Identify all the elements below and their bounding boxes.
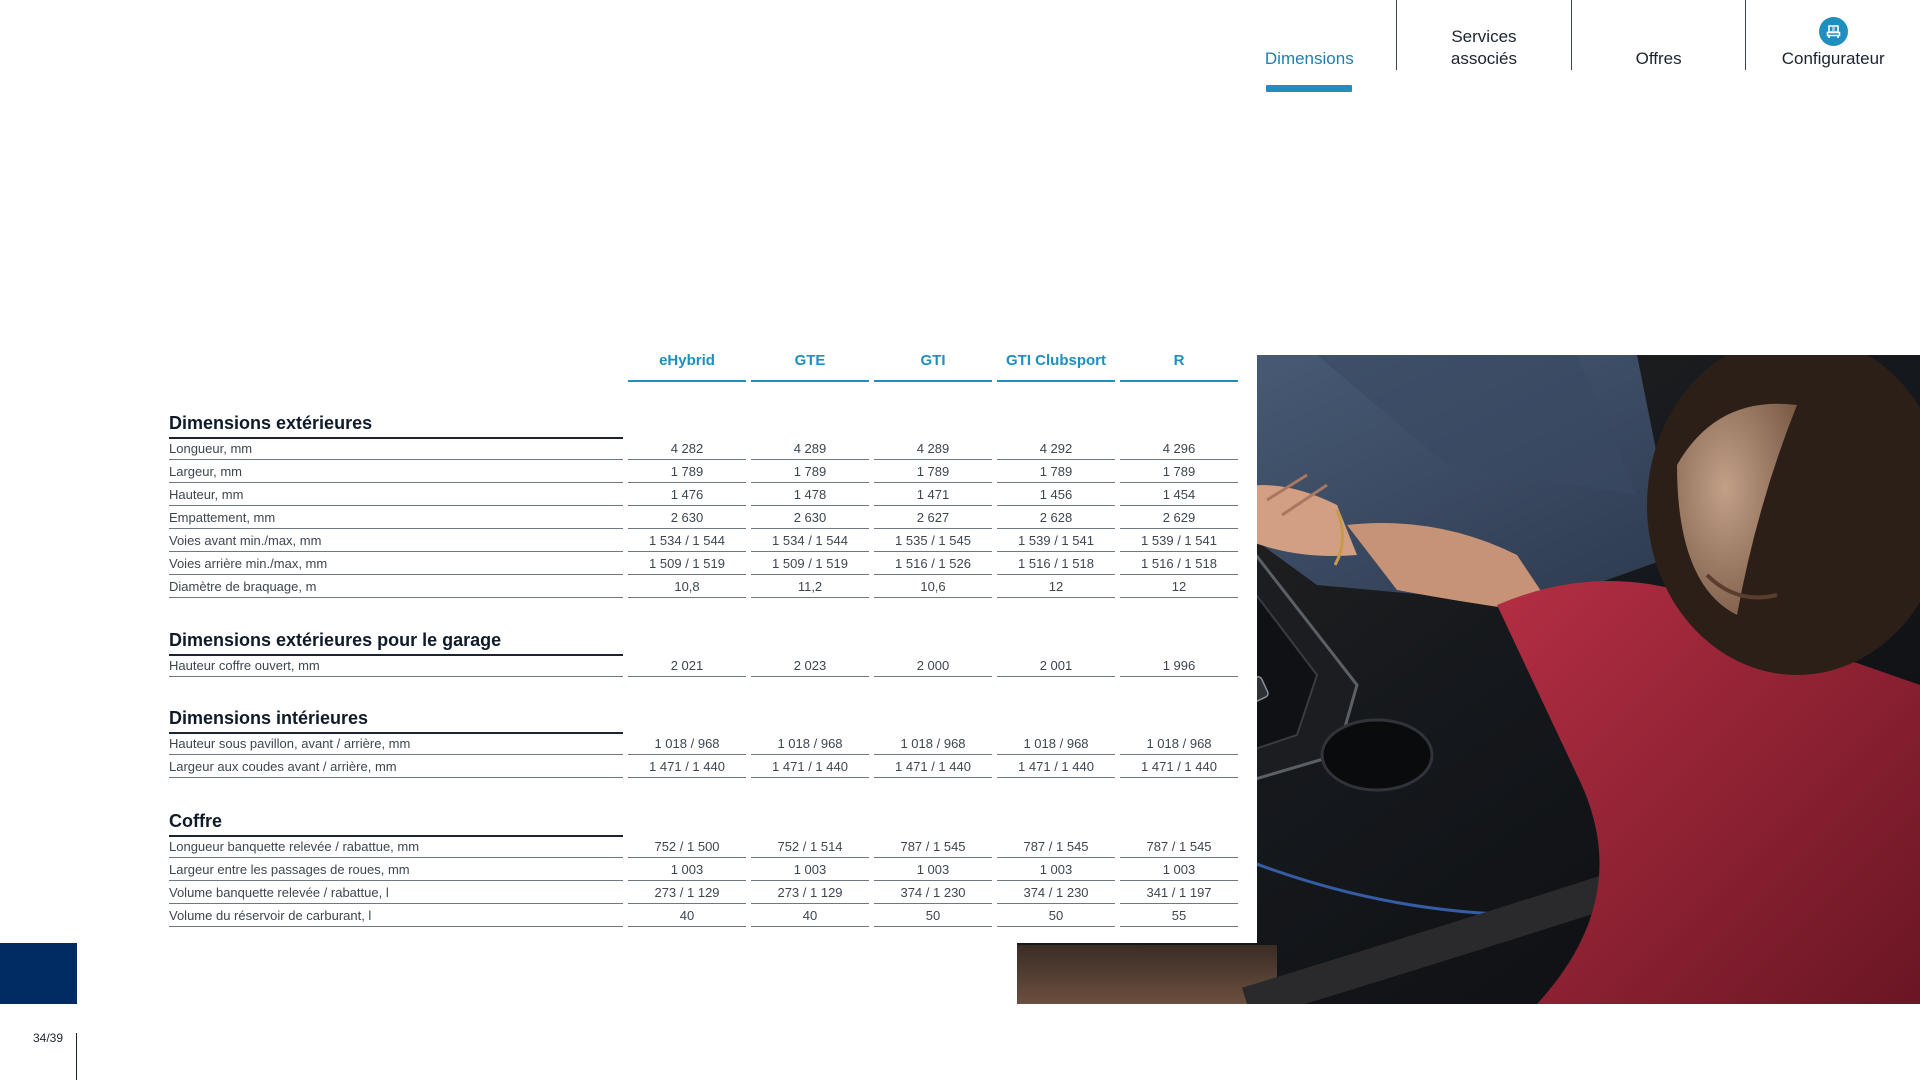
nav-label: associés xyxy=(1450,49,1518,68)
cell-value: 341 / 1 197 xyxy=(1120,882,1238,904)
nav-item-configurateur[interactable] xyxy=(1745,0,1920,70)
table-row xyxy=(169,859,1241,882)
cell-value: 787 / 1 545 xyxy=(874,836,992,858)
table-row xyxy=(169,882,1241,905)
cell-value: 1 018 / 968 xyxy=(874,733,992,755)
section-title-interior: Dimensions intérieures xyxy=(169,707,623,734)
cell-value: 1 789 xyxy=(874,461,992,483)
row-label: Volume du réservoir de carburant, l xyxy=(169,905,623,927)
cell-value: 273 / 1 129 xyxy=(628,882,746,904)
cell-value: 2 000 xyxy=(874,655,992,677)
table-row xyxy=(169,576,1241,599)
row-label: Empattement, mm xyxy=(169,507,623,529)
cell-value: 4 289 xyxy=(874,438,992,460)
cell-value: 1 789 xyxy=(1120,461,1238,483)
table-row xyxy=(169,507,1241,530)
cell-value: 752 / 1 514 xyxy=(751,836,869,858)
cell-value: 2 001 xyxy=(997,655,1115,677)
cell-value: 1 789 xyxy=(997,461,1115,483)
table-row xyxy=(169,438,1241,461)
nav-item-services-associes[interactable] xyxy=(1396,0,1571,70)
table-row xyxy=(169,655,1241,678)
cell-value: 1 789 xyxy=(628,461,746,483)
cell-value: 374 / 1 230 xyxy=(997,882,1115,904)
column-header-ehybrid: eHybrid xyxy=(628,350,746,382)
cell-value: 40 xyxy=(751,905,869,927)
cell-value: 1 516 / 1 518 xyxy=(997,553,1115,575)
cell-value: 752 / 1 500 xyxy=(628,836,746,858)
cell-value: 2 630 xyxy=(628,507,746,529)
table-row xyxy=(169,553,1241,576)
cell-value: 11,2 xyxy=(751,576,869,598)
cell-value: 374 / 1 230 xyxy=(874,882,992,904)
cell-value: 1 476 xyxy=(628,484,746,506)
cell-value: 2 023 xyxy=(751,655,869,677)
cell-value: 12 xyxy=(1120,576,1238,598)
row-label: Diamètre de braquage, m xyxy=(169,576,623,598)
section-title-garage: Dimensions extérieures pour le garage xyxy=(169,629,623,656)
row-label: Volume banquette relevée / rabattue, l xyxy=(169,882,623,904)
section-title-coffre: Coffre xyxy=(169,810,623,837)
row-label: Largeur, mm xyxy=(169,461,623,483)
cell-value: 1 471 / 1 440 xyxy=(997,756,1115,778)
cell-value: 1 003 xyxy=(1120,859,1238,881)
cell-value: 787 / 1 545 xyxy=(997,836,1115,858)
cell-value: 1 471 / 1 440 xyxy=(1120,756,1238,778)
cell-value: 1 509 / 1 519 xyxy=(628,553,746,575)
row-label: Hauteur sous pavillon, avant / arrière, mm xyxy=(169,733,623,755)
cell-value: 1 789 xyxy=(751,461,869,483)
cell-value: 50 xyxy=(997,905,1115,927)
cell-value: 1 509 / 1 519 xyxy=(751,553,869,575)
cell-value: 1 539 / 1 541 xyxy=(997,530,1115,552)
cell-value: 1 471 xyxy=(874,484,992,506)
cell-value: 1 539 / 1 541 xyxy=(1120,530,1238,552)
table-row xyxy=(169,530,1241,553)
cell-value: 1 996 xyxy=(1120,655,1238,677)
cell-value: 1 471 / 1 440 xyxy=(751,756,869,778)
cell-value: 1 018 / 968 xyxy=(628,733,746,755)
table-row xyxy=(169,756,1241,779)
row-label: Voies avant min./max, mm xyxy=(169,530,623,552)
cell-value: 1 018 / 968 xyxy=(1120,733,1238,755)
table-row xyxy=(169,905,1241,928)
nav-label: Services xyxy=(1451,27,1517,46)
nav-item-offres[interactable] xyxy=(1571,0,1746,70)
cell-value: 4 282 xyxy=(628,438,746,460)
cell-value: 1 516 / 1 526 xyxy=(874,553,992,575)
page-number-divider xyxy=(76,1033,77,1080)
section-title-exterior: Dimensions extérieures xyxy=(169,412,623,439)
nav-label: Dimensions xyxy=(1264,49,1354,68)
cell-value: 1 018 / 968 xyxy=(997,733,1115,755)
cell-value: 10,6 xyxy=(874,576,992,598)
cell-value: 1 003 xyxy=(874,859,992,881)
nav-label: Configurateur xyxy=(1781,49,1885,68)
cell-value: 4 292 xyxy=(997,438,1115,460)
cell-value: 1 003 xyxy=(997,859,1115,881)
cell-value: 1 456 xyxy=(997,484,1115,506)
cell-value: 1 534 / 1 544 xyxy=(628,530,746,552)
cell-value: 2 627 xyxy=(874,507,992,529)
cell-value: 787 / 1 545 xyxy=(1120,836,1238,858)
cell-value: 50 xyxy=(874,905,992,927)
cell-value: 1 534 / 1 544 xyxy=(751,530,869,552)
column-header-r: R xyxy=(1120,350,1238,382)
cell-value: 2 629 xyxy=(1120,507,1238,529)
cell-value: 4 296 xyxy=(1120,438,1238,460)
column-header-gti: GTI xyxy=(874,350,992,382)
column-header-gte: GTE xyxy=(751,350,869,382)
table-row xyxy=(169,461,1241,484)
cell-value: 55 xyxy=(1120,905,1238,927)
table-row xyxy=(169,836,1241,859)
column-header-gti-clubsport: GTI Clubsport xyxy=(997,350,1115,382)
cell-value: 4 289 xyxy=(751,438,869,460)
row-label: Hauteur, mm xyxy=(169,484,623,506)
row-label: Voies arrière min./max, mm xyxy=(169,553,623,575)
cell-value: 273 / 1 129 xyxy=(751,882,869,904)
cell-value: 1 471 / 1 440 xyxy=(874,756,992,778)
page-number: 34/39 xyxy=(33,1031,64,1045)
table-row xyxy=(169,484,1241,507)
cell-value: 1 471 / 1 440 xyxy=(628,756,746,778)
row-label: Longueur banquette relevée / rabattue, mm xyxy=(169,836,623,858)
cell-value: 2 630 xyxy=(751,507,869,529)
row-label: Largeur aux coudes avant / arrière, mm xyxy=(169,756,623,778)
cell-value: 1 018 / 968 xyxy=(751,733,869,755)
table-row xyxy=(169,733,1241,756)
cell-value: 1 516 / 1 518 xyxy=(1120,553,1238,575)
nav-label: Offres xyxy=(1635,49,1682,68)
cell-value: 2 628 xyxy=(997,507,1115,529)
cell-value: 1 003 xyxy=(628,859,746,881)
cell-value: 40 xyxy=(628,905,746,927)
cell-value: 2 021 xyxy=(628,655,746,677)
cell-value: 1 535 / 1 545 xyxy=(874,530,992,552)
cell-value: 12 xyxy=(997,576,1115,598)
cell-value: 10,8 xyxy=(628,576,746,598)
cell-value: 1 454 xyxy=(1120,484,1238,506)
row-label: Largeur entre les passages de roues, mm xyxy=(169,859,623,881)
configurator-seat-icon[interactable] xyxy=(1819,17,1848,46)
cell-value: 1 478 xyxy=(751,484,869,506)
cell-value: 1 003 xyxy=(751,859,869,881)
row-label: Longueur, mm xyxy=(169,438,623,460)
row-label: Hauteur coffre ouvert, mm xyxy=(169,655,623,677)
